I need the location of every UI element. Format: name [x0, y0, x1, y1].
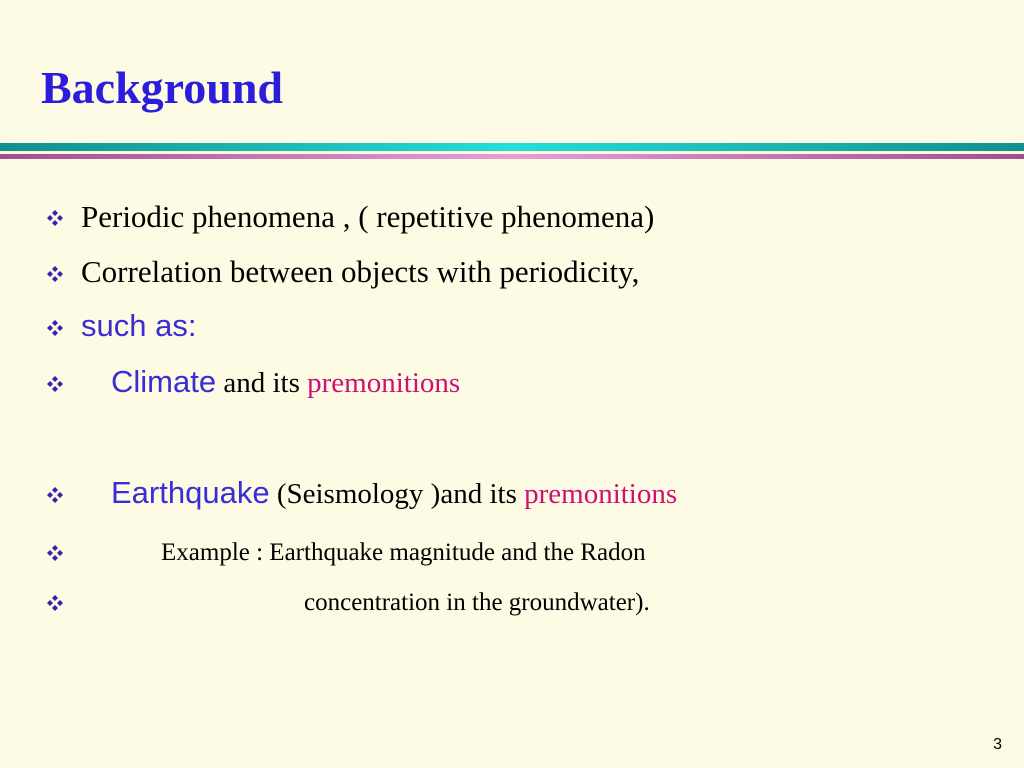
four-diamond-bullet-icon — [47, 320, 63, 336]
bullet-5-connector: (Seismology )and its — [269, 478, 525, 510]
bullet-item-3 — [0, 303, 1024, 349]
bullet-item-1 — [0, 194, 1024, 240]
bullet-item-4 — [0, 359, 1024, 405]
bullet-text-7: concentration in the groundwater). — [304, 589, 650, 616]
four-diamond-bullet-icon — [47, 210, 63, 226]
bullet-text-4 — [111, 359, 460, 406]
four-diamond-bullet-icon — [47, 376, 63, 392]
bullet-item-6 — [0, 533, 1024, 573]
bullet-text-6: Example : Earthquake magnitude and the Radon — [161, 539, 646, 566]
slide-title: Background — [41, 62, 284, 113]
bullet-item-7 — [0, 583, 1024, 623]
bullet-4-premonitions: premonitions — [307, 367, 461, 399]
page-number: 3 — [993, 736, 1002, 753]
bullet-item-2 — [0, 249, 1024, 295]
bullet-4-connector: and its — [216, 367, 308, 399]
bullet-text-3: such as: — [81, 308, 197, 343]
bullet-text-5 — [111, 470, 677, 517]
four-diamond-bullet-icon — [47, 595, 63, 611]
divider-pink-line — [0, 154, 1024, 159]
bullet-text-1: Periodic phenomena , ( repetitive phenomena) — [81, 199, 655, 234]
four-diamond-bullet-icon — [47, 545, 63, 561]
bullet-item-5 — [0, 470, 1024, 516]
title-divider — [0, 143, 1024, 161]
bullet-5-premonitions: premonitions — [524, 478, 678, 510]
four-diamond-bullet-icon — [47, 266, 63, 282]
four-diamond-bullet-icon — [47, 487, 63, 503]
bullet-5-topic: Earthquake — [111, 475, 270, 510]
bullet-text-2: Correlation between objects with periodicity, — [81, 254, 640, 289]
divider-teal-line — [0, 143, 1024, 151]
bullet-4-topic: Climate — [111, 364, 217, 399]
